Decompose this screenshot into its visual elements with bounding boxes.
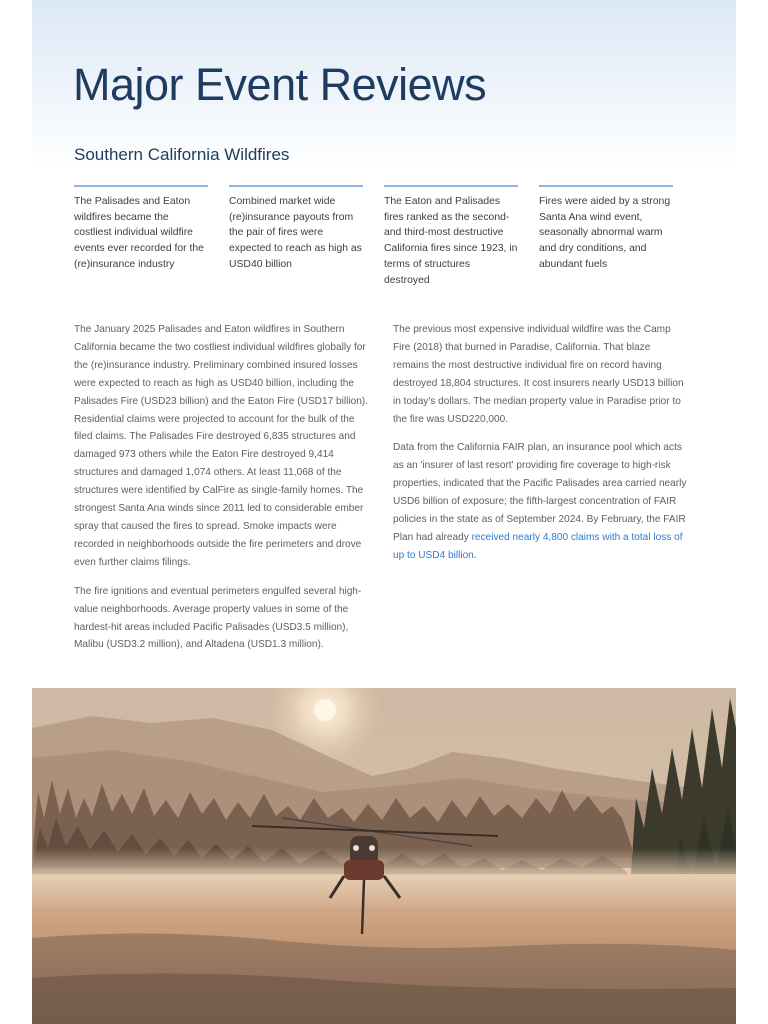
- highlight-item: The Eaton and Palisades fires ranked as the second- and third-most destructive California fires since 1923, in terms of structures destroyed: [384, 185, 518, 288]
- body-column-left: [74, 321, 370, 665]
- paragraph-text: Data from the California FAIR plan, an insurance pool which acts as an 'insurer of last resort' providing fire coverage to high-risk properties, indicated that the Pacific Palisades area carried nearly USD6 billion of exposure; the fifth-largest concentration of FAIR policies in the state as of September 2024. By February, the FAIR Plan had already: [393, 442, 687, 543]
- body-paragraph: The previous most expensive individual wildfire was the Camp Fire (2018) that burned in Paradise, California. That blaze remains the most destructive individual fire on record having destroyed 18,804 structures. It cost insurers nearly USD13 billion in today's dollars. The median property value in Paradise prior to the fire was USD220,000.: [393, 324, 684, 425]
- body-paragraph: [393, 439, 689, 564]
- page-title: Major Event Reviews: [73, 59, 487, 110]
- key-highlights: [74, 185, 686, 288]
- highlight-item: Combined market wide (re)insurance payouts from the pair of fires were expected to reach as high as USD40 billion: [229, 185, 363, 288]
- highlight-item: The Palisades and Eaton wildfires became the costliest individual wildfire events ever recorded for the (re)insurance industry: [74, 185, 208, 288]
- body-column-right: [393, 321, 689, 576]
- helicopter-photo-art: [32, 688, 736, 1024]
- page: [32, 0, 736, 1024]
- body-paragraph: The fire ignitions and eventual perimeters engulfed several high-value neighborhoods. Average property values in some of the hardest-hit areas included Pacific Palisades (USD3.5 million), Malibu (USD3.2 million), and Altadena (USD1.3 million).: [74, 585, 362, 651]
- highlight-item: Fires were aided by a strong Santa Ana wind event, seasonally abnormal warm and dry conditions, and abundant fuels: [539, 185, 673, 288]
- fair-claims-link[interactable]: received nearly 4,800 claims with a total loss of up to USD4 billion: [393, 531, 683, 561]
- helicopter-photo: [32, 688, 736, 1024]
- section-subtitle: Southern California Wildfires: [74, 145, 290, 164]
- paragraph-end: .: [473, 549, 477, 561]
- body-paragraph: The January 2025 Palisades and Eaton wildfires in Southern California became the two costliest individual wildfires globally for the (re)insurance industry. Preliminary combined insured losses were expected to reach as high as USD40 billion, including the Palisades Fire (USD23 billion) and the Eaton Fire (USD17 billion). Residential claims were projected to account for the bulk of the filed claims. The Palisades Fire destroyed 6,835 structures and damaged 973 others while the Eaton Fire destroyed 9,414 structures and damaged 1,074 others. At least 11,068 of the structures were identified by CalFire as single-family homes. The strongest Santa Ana winds since 2011 led to considerable ember spray that caused the fires to spread. Smoke impacts were recorded in neighborhoods outside the fire perimeters and drove even further claims filings.: [74, 324, 368, 568]
